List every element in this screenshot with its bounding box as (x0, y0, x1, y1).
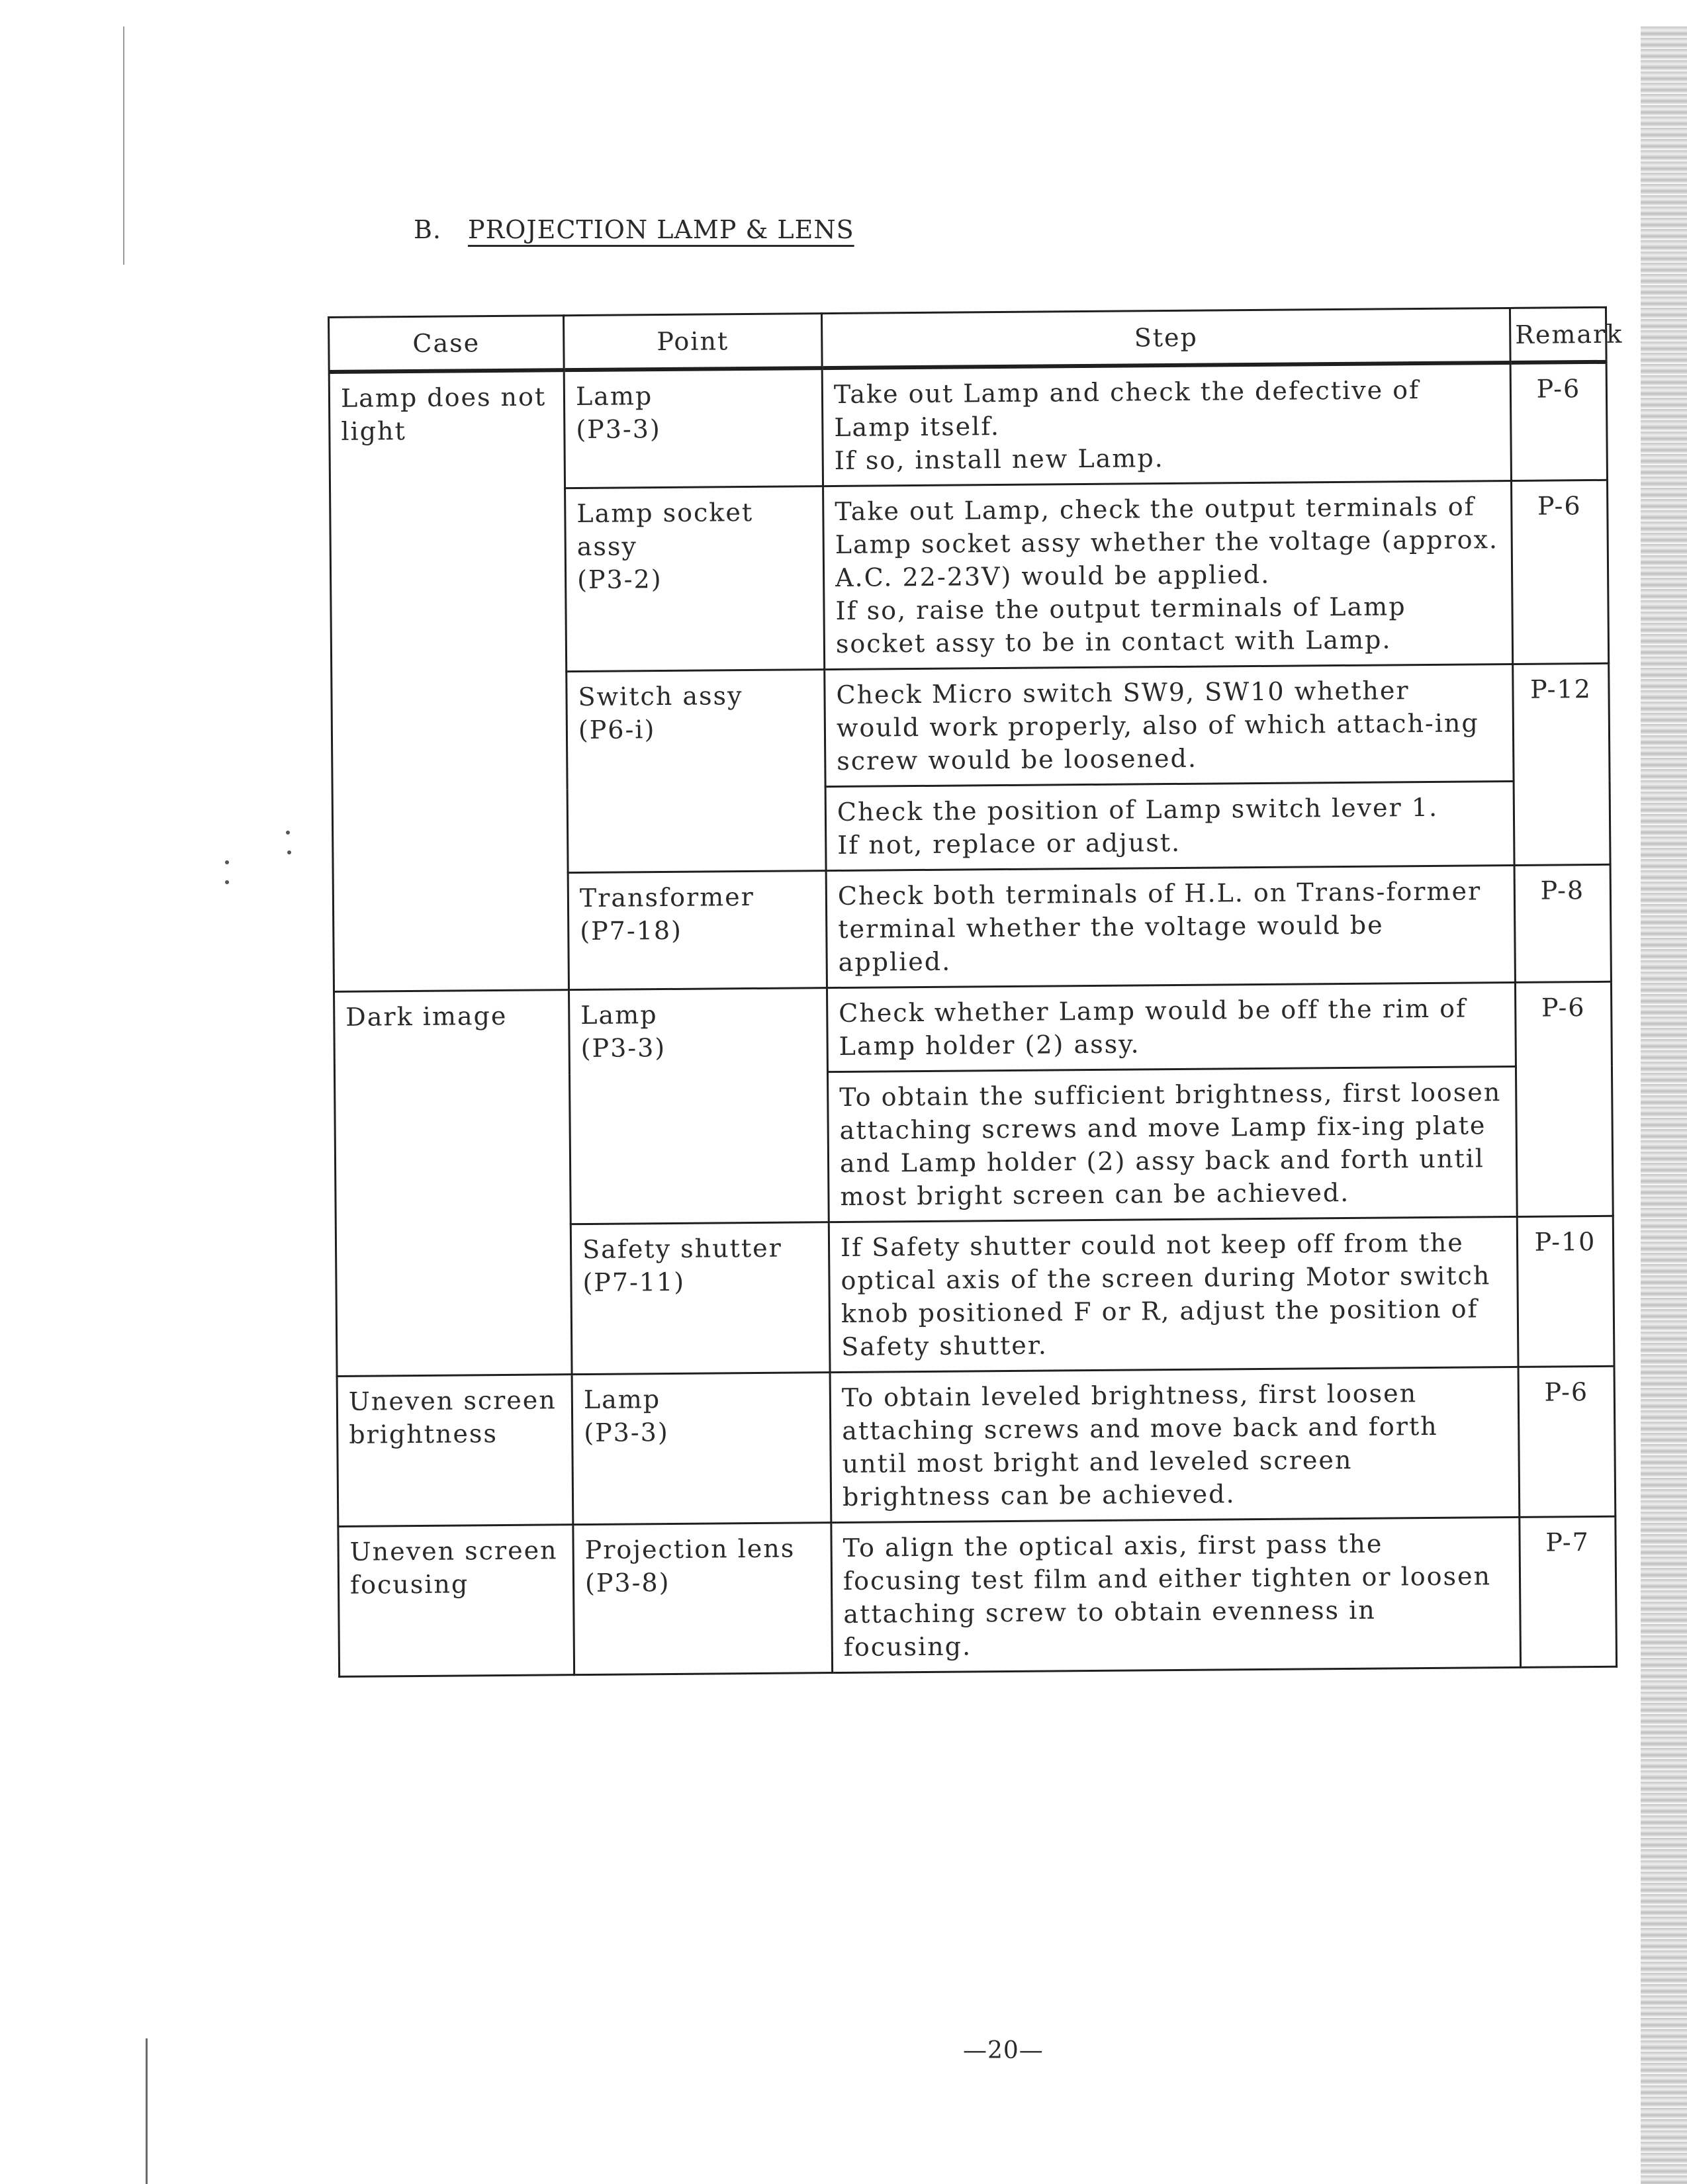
remark-cell: P-6 (1512, 480, 1609, 664)
troubleshooting-table (328, 306, 1623, 1678)
point-cell: Lamp (P3-3) (564, 368, 823, 488)
case-cell: Dark image (334, 990, 572, 1377)
step-cell: Check both terminals of H.L. on Trans-former terminal whether the voltage would be applied. (826, 865, 1515, 987)
remark-cell: P-10 (1517, 1216, 1614, 1367)
scan-speck (225, 880, 229, 884)
table-header-row (329, 307, 1607, 372)
page-number: —20— (963, 2037, 1044, 2064)
point-cell: Lamp (P3-3) (569, 988, 829, 1224)
remark-cell: P-6 (1515, 981, 1613, 1216)
step-cell: Check Micro switch SW9, SW10 whether would work properly, also of which attach-ing screw would be loosened. (825, 664, 1514, 786)
step-cell: If Safety shutter could not keep off from the optical axis of the screen during Motor switch knob positioned F or R, adjust the position of Safety shutter. (829, 1216, 1518, 1372)
scan-speck (287, 850, 291, 854)
scan-speck (225, 860, 229, 864)
header-step: Step (821, 308, 1510, 368)
section-letter: B. (414, 215, 442, 244)
point-cell: Switch assy (P6-i) (567, 670, 826, 873)
point-cell: Projection lens (P3-8) (573, 1523, 833, 1675)
case-cell: Uneven screen brightness (337, 1375, 573, 1527)
step-cell: To align the optical axis, first pass the focusing test film and either tighten or loosen attaching screw to obtain evenness in focusing. (831, 1517, 1521, 1672)
header-point: Point (564, 314, 823, 371)
section-heading (414, 215, 854, 244)
table-row (338, 1516, 1617, 1676)
table-row (334, 981, 1612, 1075)
step-cell: Check the position of Lamp switch lever 1. If not, replace or adjust. (825, 781, 1514, 870)
step-cell: Check whether Lamp would be off the rim of Lamp holder (2) assy. (827, 982, 1516, 1071)
scan-edge-strip (1641, 26, 1687, 2184)
point-cell: Safety shutter (P7-11) (570, 1222, 830, 1375)
header-case: Case (329, 316, 565, 372)
point-cell: Lamp socket assy (P3-2) (565, 486, 825, 672)
point-cell: Lamp (P3-3) (572, 1373, 831, 1525)
scan-edge-mark-top (123, 26, 124, 265)
step-cell: Take out Lamp and check the defective of Lamp itself. If so, install new Lamp. (822, 363, 1511, 486)
scan-speck (286, 831, 290, 835)
table-row (337, 1366, 1616, 1526)
step-cell: Take out Lamp, check the output terminals of Lamp socket assy whether the voltage (approx. A.C. 22-23V) would be applied. If so, raise the output terminals of Lamp socket assy to be in contact with Lamp. (823, 480, 1513, 669)
header-remark: Remark (1510, 307, 1606, 363)
step-cell: To obtain leveled brightness, first loosen attaching screws and move back and forth until most bright and leveled screen brightness can be achieved. (830, 1367, 1520, 1522)
case-cell: Uneven screen focusing (338, 1525, 574, 1677)
case-cell: Lamp does not light (329, 370, 569, 991)
scan-edge-mark-bottom (146, 2038, 148, 2184)
section-title: PROJECTION LAMP & LENS (468, 215, 854, 244)
table-row (329, 362, 1607, 490)
remark-cell: P-8 (1514, 864, 1611, 982)
remark-cell: P-7 (1520, 1516, 1617, 1667)
point-cell: Transformer (P7-18) (568, 871, 827, 990)
remark-cell: P-6 (1518, 1366, 1616, 1517)
step-cell: To obtain the sufficient brightness, first loosen attaching screws and move Lamp fix-ing plate and Lamp holder (2) assy back and forth until most bright screen can be achieved. (827, 1066, 1517, 1222)
remark-cell: P-12 (1513, 663, 1610, 865)
remark-cell: P-6 (1510, 362, 1607, 481)
